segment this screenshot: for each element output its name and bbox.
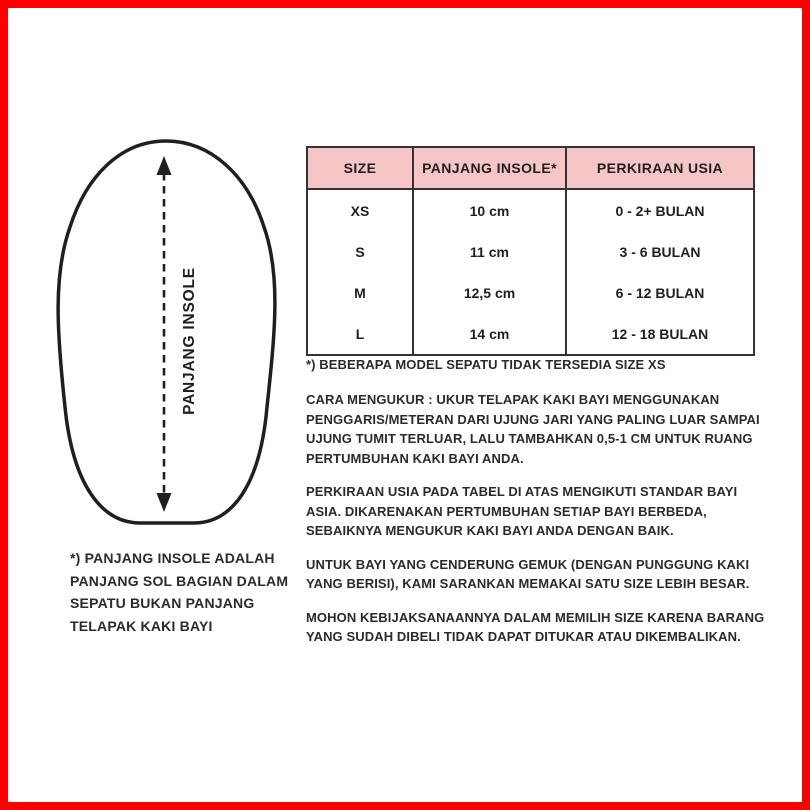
col-header-age: PERKIRAAN USIA bbox=[566, 147, 754, 189]
insole-outline-shape bbox=[58, 141, 275, 523]
insole-length-cell: 12,5 cm bbox=[413, 272, 566, 313]
table-row bbox=[307, 313, 754, 355]
arrow-up-head-icon bbox=[157, 156, 172, 175]
table-row bbox=[307, 189, 754, 231]
age-cell: 6 - 12 BULAN bbox=[566, 272, 754, 313]
notes-section bbox=[306, 390, 774, 661]
size-cell: XS bbox=[350, 202, 370, 219]
arrow-down-head-icon bbox=[157, 493, 172, 512]
note-no-returns: MOHON KEBIJAKSANAANNYA DALAM MEMILIH SIZE KARENA BARANG YANG SUDAH DIBELI TIDAK DAPAT DITUKAR ATAU DIKEMBALIKAN. bbox=[306, 609, 765, 644]
table-footnote: *) BEBERAPA MODEL SEPATU TIDAK TERSEDIA SIZE XS bbox=[306, 357, 666, 372]
insole-length-cell: 14 cm bbox=[413, 313, 566, 355]
table-row bbox=[307, 272, 754, 313]
insole-diagram bbox=[53, 137, 281, 527]
table-row bbox=[307, 231, 754, 272]
size-cell: S bbox=[355, 243, 365, 260]
size-table bbox=[306, 146, 755, 356]
note-age-standard: PERKIRAAN USIA PADA TABEL DI ATAS MENGIKUTI STANDAR BAYI ASIA. DIKARENAKAN PERTUMBUHAN SETIAP BAYI BERBEDA, SEBAIKNYA MENGUKUR KAKI BAYI ANDA DENGAN BAIK. bbox=[306, 484, 738, 538]
measure-arrow bbox=[157, 156, 172, 512]
col-header-size: SIZE bbox=[307, 147, 413, 189]
note-how-to-measure: CARA MENGUKUR : UKUR TELAPAK KAKI BAYI MENGGUNAKAN PENGGARIS/METERAN DARI UJUNG JARI YANG PALING LUAR SAMPAI UJUNG TUMIT TERLUAR, LALU TAMBAHKAN 0,5-1 CM UNTUK RUANG PERTUMBUHAN KAKI BAYI ANDA. bbox=[306, 392, 760, 466]
size-cell: L bbox=[355, 325, 365, 342]
age-cell: 0 - 2+ BULAN bbox=[566, 189, 754, 231]
insole-length-cell: 11 cm bbox=[413, 231, 566, 272]
note-chubby-feet: UNTUK BAYI YANG CENDERUNG GEMUK (DENGAN PUNGGUNG KAKI YANG BERISI), KAMI SARANKAN MEMAKAI SATU SIZE LEBIH BESAR. bbox=[306, 556, 750, 591]
insole-length-label: PANJANG INSOLE bbox=[181, 267, 198, 415]
size-table-container bbox=[306, 146, 755, 356]
age-cell: 3 - 6 BULAN bbox=[566, 231, 754, 272]
age-cell: 12 - 18 BULAN bbox=[566, 313, 754, 355]
table-header-row bbox=[307, 147, 754, 189]
size-cell: M bbox=[354, 284, 366, 301]
col-header-insole-length: PANJANG INSOLE* bbox=[413, 147, 566, 189]
insole-definition-footnote: *) PANJANG INSOLE ADALAH PANJANG SOL BAGIAN DALAM SEPATU BUKAN PANJANG TELAPAK KAKI BAYI bbox=[70, 550, 289, 634]
insole-length-cell: 10 cm bbox=[413, 189, 566, 231]
